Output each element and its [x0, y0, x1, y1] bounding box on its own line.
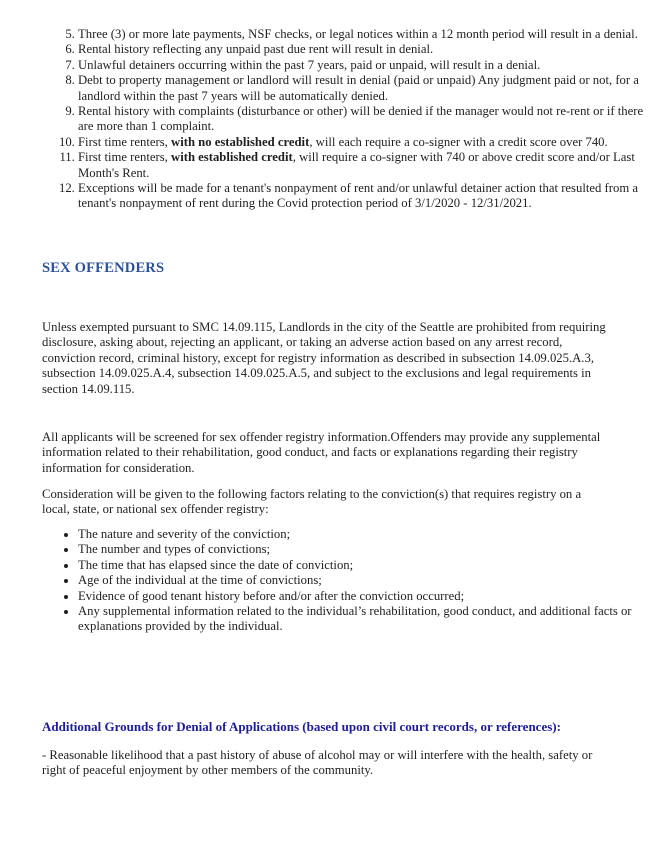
- bullet-item: • Age of the individual at the time of convictions;: [78, 573, 650, 588]
- section-heading-sex-offenders: SEX OFFENDERS: [42, 260, 165, 276]
- list-item: 5. Three (3) or more late payments, NSF checks, or legal notices within a 12 month period will result in a denial.: [78, 27, 650, 42]
- bullet-item: • The time that has elapsed since the date of conviction;: [78, 558, 650, 573]
- list-item: 8. Debt to property management or landlord will result in denial (paid or unpaid) Any judgment paid or not, for a landlord within the past 7 years will be automatically denied.: [78, 73, 650, 104]
- bullet-item: • Any supplemental information related to the individual’s rehabilitation, good conduct, and additional facts or explanations provided by the individual.: [78, 604, 650, 635]
- paragraph-consideration-intro: Consideration will be given to the following factors relating to the conviction(s) that requires registry on a local, state, or national sex offender registry:: [42, 487, 582, 517]
- list-item: 10. First time renters, with no established credit, will each require a co-signer with a credit score over 740.: [78, 135, 650, 150]
- list-item: 11. First time renters, with established credit, will require a co-signer with 740 or above credit score and/or Last Month's Rent.: [78, 150, 650, 181]
- bullet-item: • Evidence of good tenant history before and/or after the conviction occurred;: [78, 589, 650, 604]
- paragraph-alcohol-abuse: - Reasonable likelihood that a past history of abuse of alcohol may or will interfere with the health, safety or right of peaceful enjoyment by other members of the community.: [42, 748, 593, 778]
- bullet-item: • The nature and severity of the conviction;: [78, 527, 650, 542]
- paragraph-smc-exemption: Unless exempted pursuant to SMC 14.09.115, Landlords in the city of the Seattle are prohibited from requiring disclosure, asking about, rejecting an applicant, or taking an adverse action based on any arrest record, conviction record, criminal history, except for registry information as described in subsection 14.09.025.A.3, subsection 14.09.025.A.4, subsection 14.09.025.A.5, and subject to the exclusions and legal requirements in section 14.09.115.: [42, 320, 606, 396]
- list-item: 12. Exceptions will be made for a tenant's nonpayment of rent and/or unlawful detainer action that resulted from a tenant's nonpayment of rent during the Covid protection period of 3/1/2020 - 12/31/2021.: [78, 181, 650, 212]
- section-heading-additional-grounds: Additional Grounds for Denial of Applications (based upon civil court records, or references):: [42, 719, 561, 734]
- consideration-factors-list: [42, 527, 650, 635]
- paragraph-registry-screening: All applicants will be screened for sex offender registry information.Offenders may provide any supplemental information related to their rehabilitation, good conduct, and facts or explanations regarding their registry information for consideration.: [42, 430, 601, 475]
- list-item: 9. Rental history with complaints (disturbance or other) will be denied if the manager would not re-rent or if there are more than 1 complaint.: [78, 104, 650, 135]
- rental-criteria-list: [42, 27, 650, 212]
- list-item: 6. Rental history reflecting any unpaid past due rent will result in denial.: [78, 42, 650, 57]
- bullet-item: • The number and types of convictions;: [78, 542, 650, 557]
- list-item: 7. Unlawful detainers occurring within the past 7 years, paid or unpaid, will result in a denial.: [78, 58, 650, 73]
